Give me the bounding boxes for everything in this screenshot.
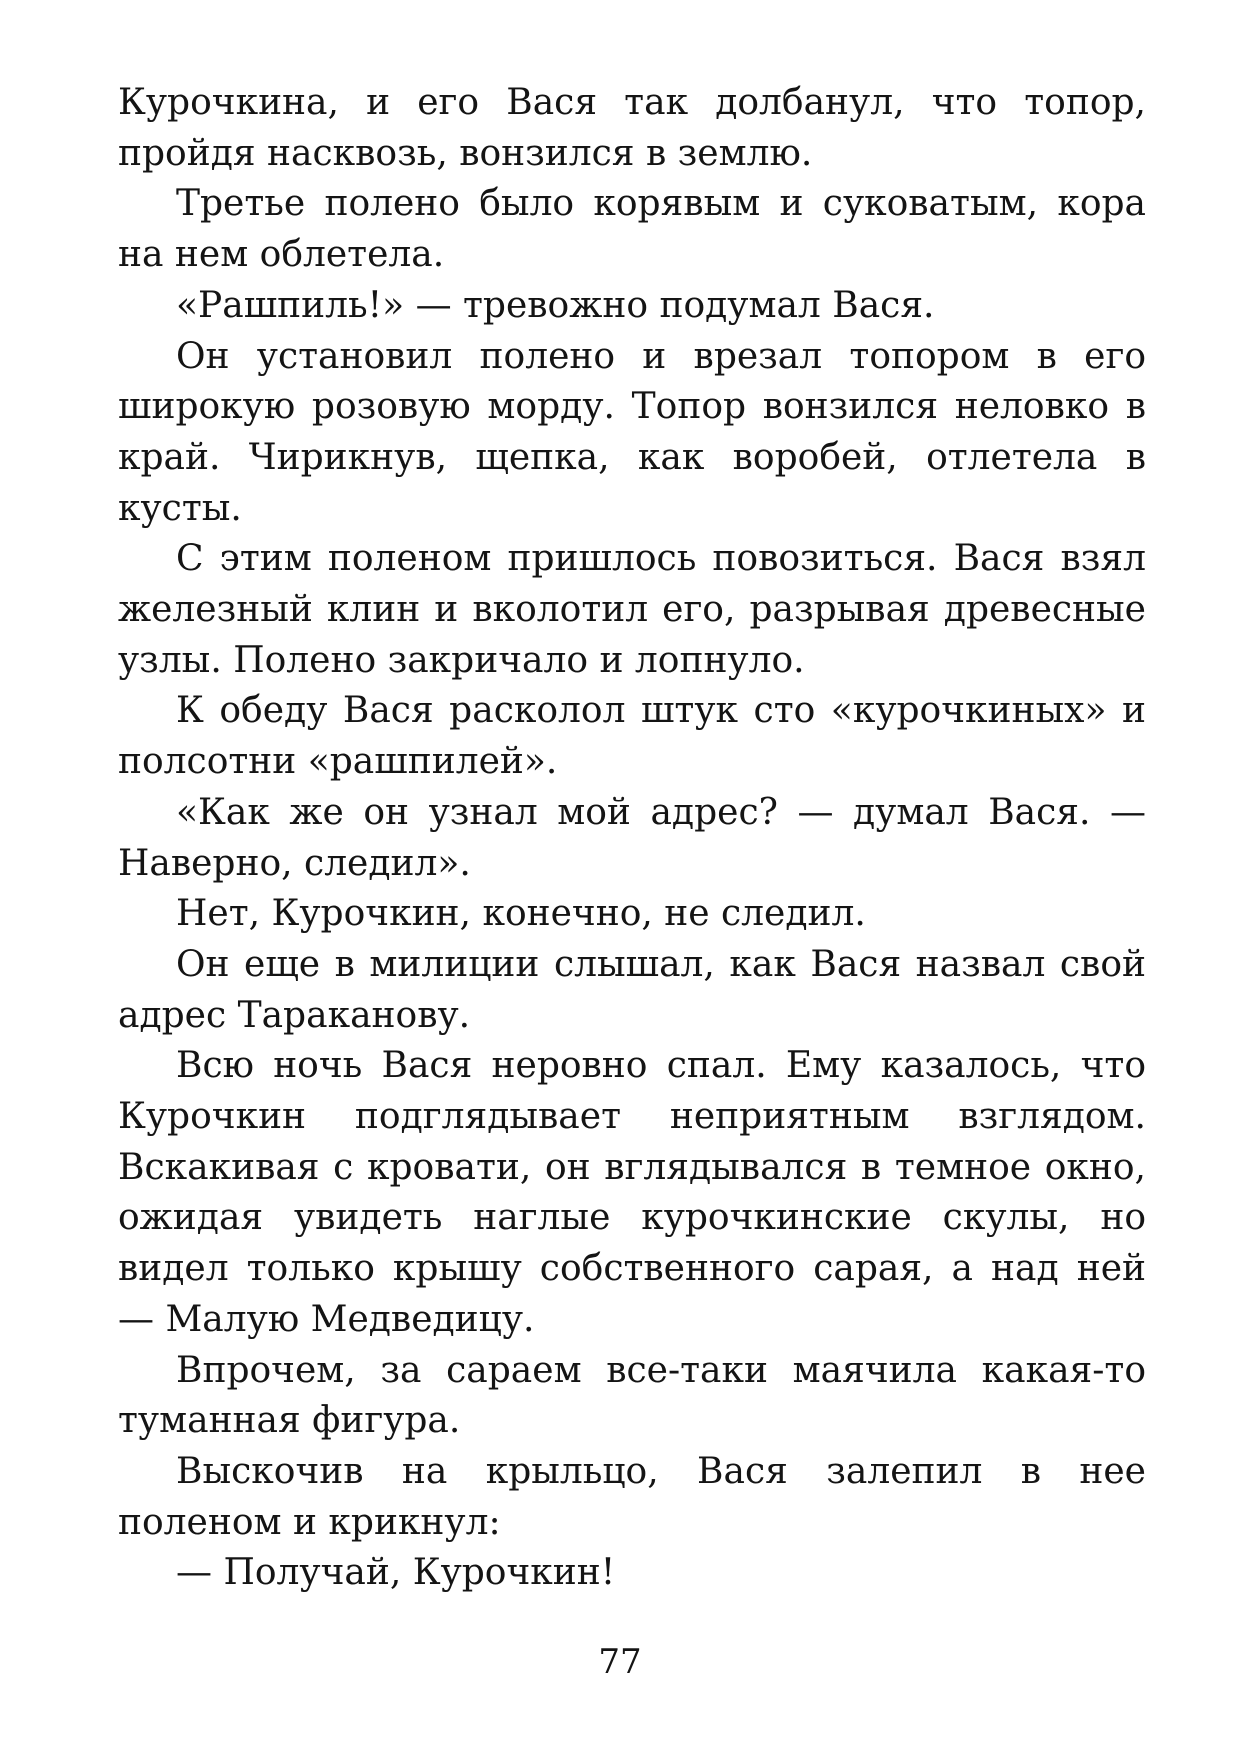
paragraph-8: Нет, Курочкин, конечно, не следил. — [176, 893, 866, 935]
paragraph-6: К обеду Вася расколол штук сто «курочкиных» и полсотни «рашпилей». — [118, 690, 1146, 783]
body-text — [118, 78, 1146, 1599]
paragraph-3: «Рашпиль!» — тревожно подумал Вася. — [176, 284, 935, 326]
paragraph-5: С этим поленом пришлось повозиться. Вася взял железный клин и вколотил его, разрывая древесные узлы. Полено закричало и лопнуло. — [118, 538, 1146, 681]
paragraph-1: Курочкина, и его Вася так долбанул, что топор, пройдя насквозь, вонзился в землю. — [118, 82, 1146, 174]
page-number: 77 — [598, 1642, 642, 1682]
paragraph-9: Он еще в милиции слышал, как Вася назвал свой адрес Тараканову. — [118, 943, 1146, 1036]
paragraph-2: Третье полено было корявым и суковатым, кора на нем облетела. — [118, 183, 1146, 276]
paragraph-7: «Как же он узнал мой адрес? — думал Вася. — Наверно, следил». — [118, 791, 1146, 884]
paragraph-12: Выскочив на крыльцо, Вася залепил в нее поленом и крикнул: — [118, 1450, 1146, 1543]
paragraph-11: Впрочем, за сараем все-таки маячила какая-то туманная фигура. — [118, 1349, 1146, 1442]
paragraph-4: Он установил полено и врезал топором в его широкую розовую морду. Топор вонзился неловко в край. Чирикнув, щепка, как воробей, отлетела в кусты. — [118, 335, 1146, 529]
paragraph-13: — Получай, Курочкин! — [176, 1552, 616, 1594]
paragraph-10: Всю ночь Вася неровно спал. Ему казалось, что Курочкин подглядывает неприятным взглядом. Вскакивая с кровати, он вглядывался в темное окно, ожидая увидеть наглые курочкинские скулы, но видел только крышу собственного сарая, а над ней — Малую Медведицу. — [118, 1045, 1146, 1340]
